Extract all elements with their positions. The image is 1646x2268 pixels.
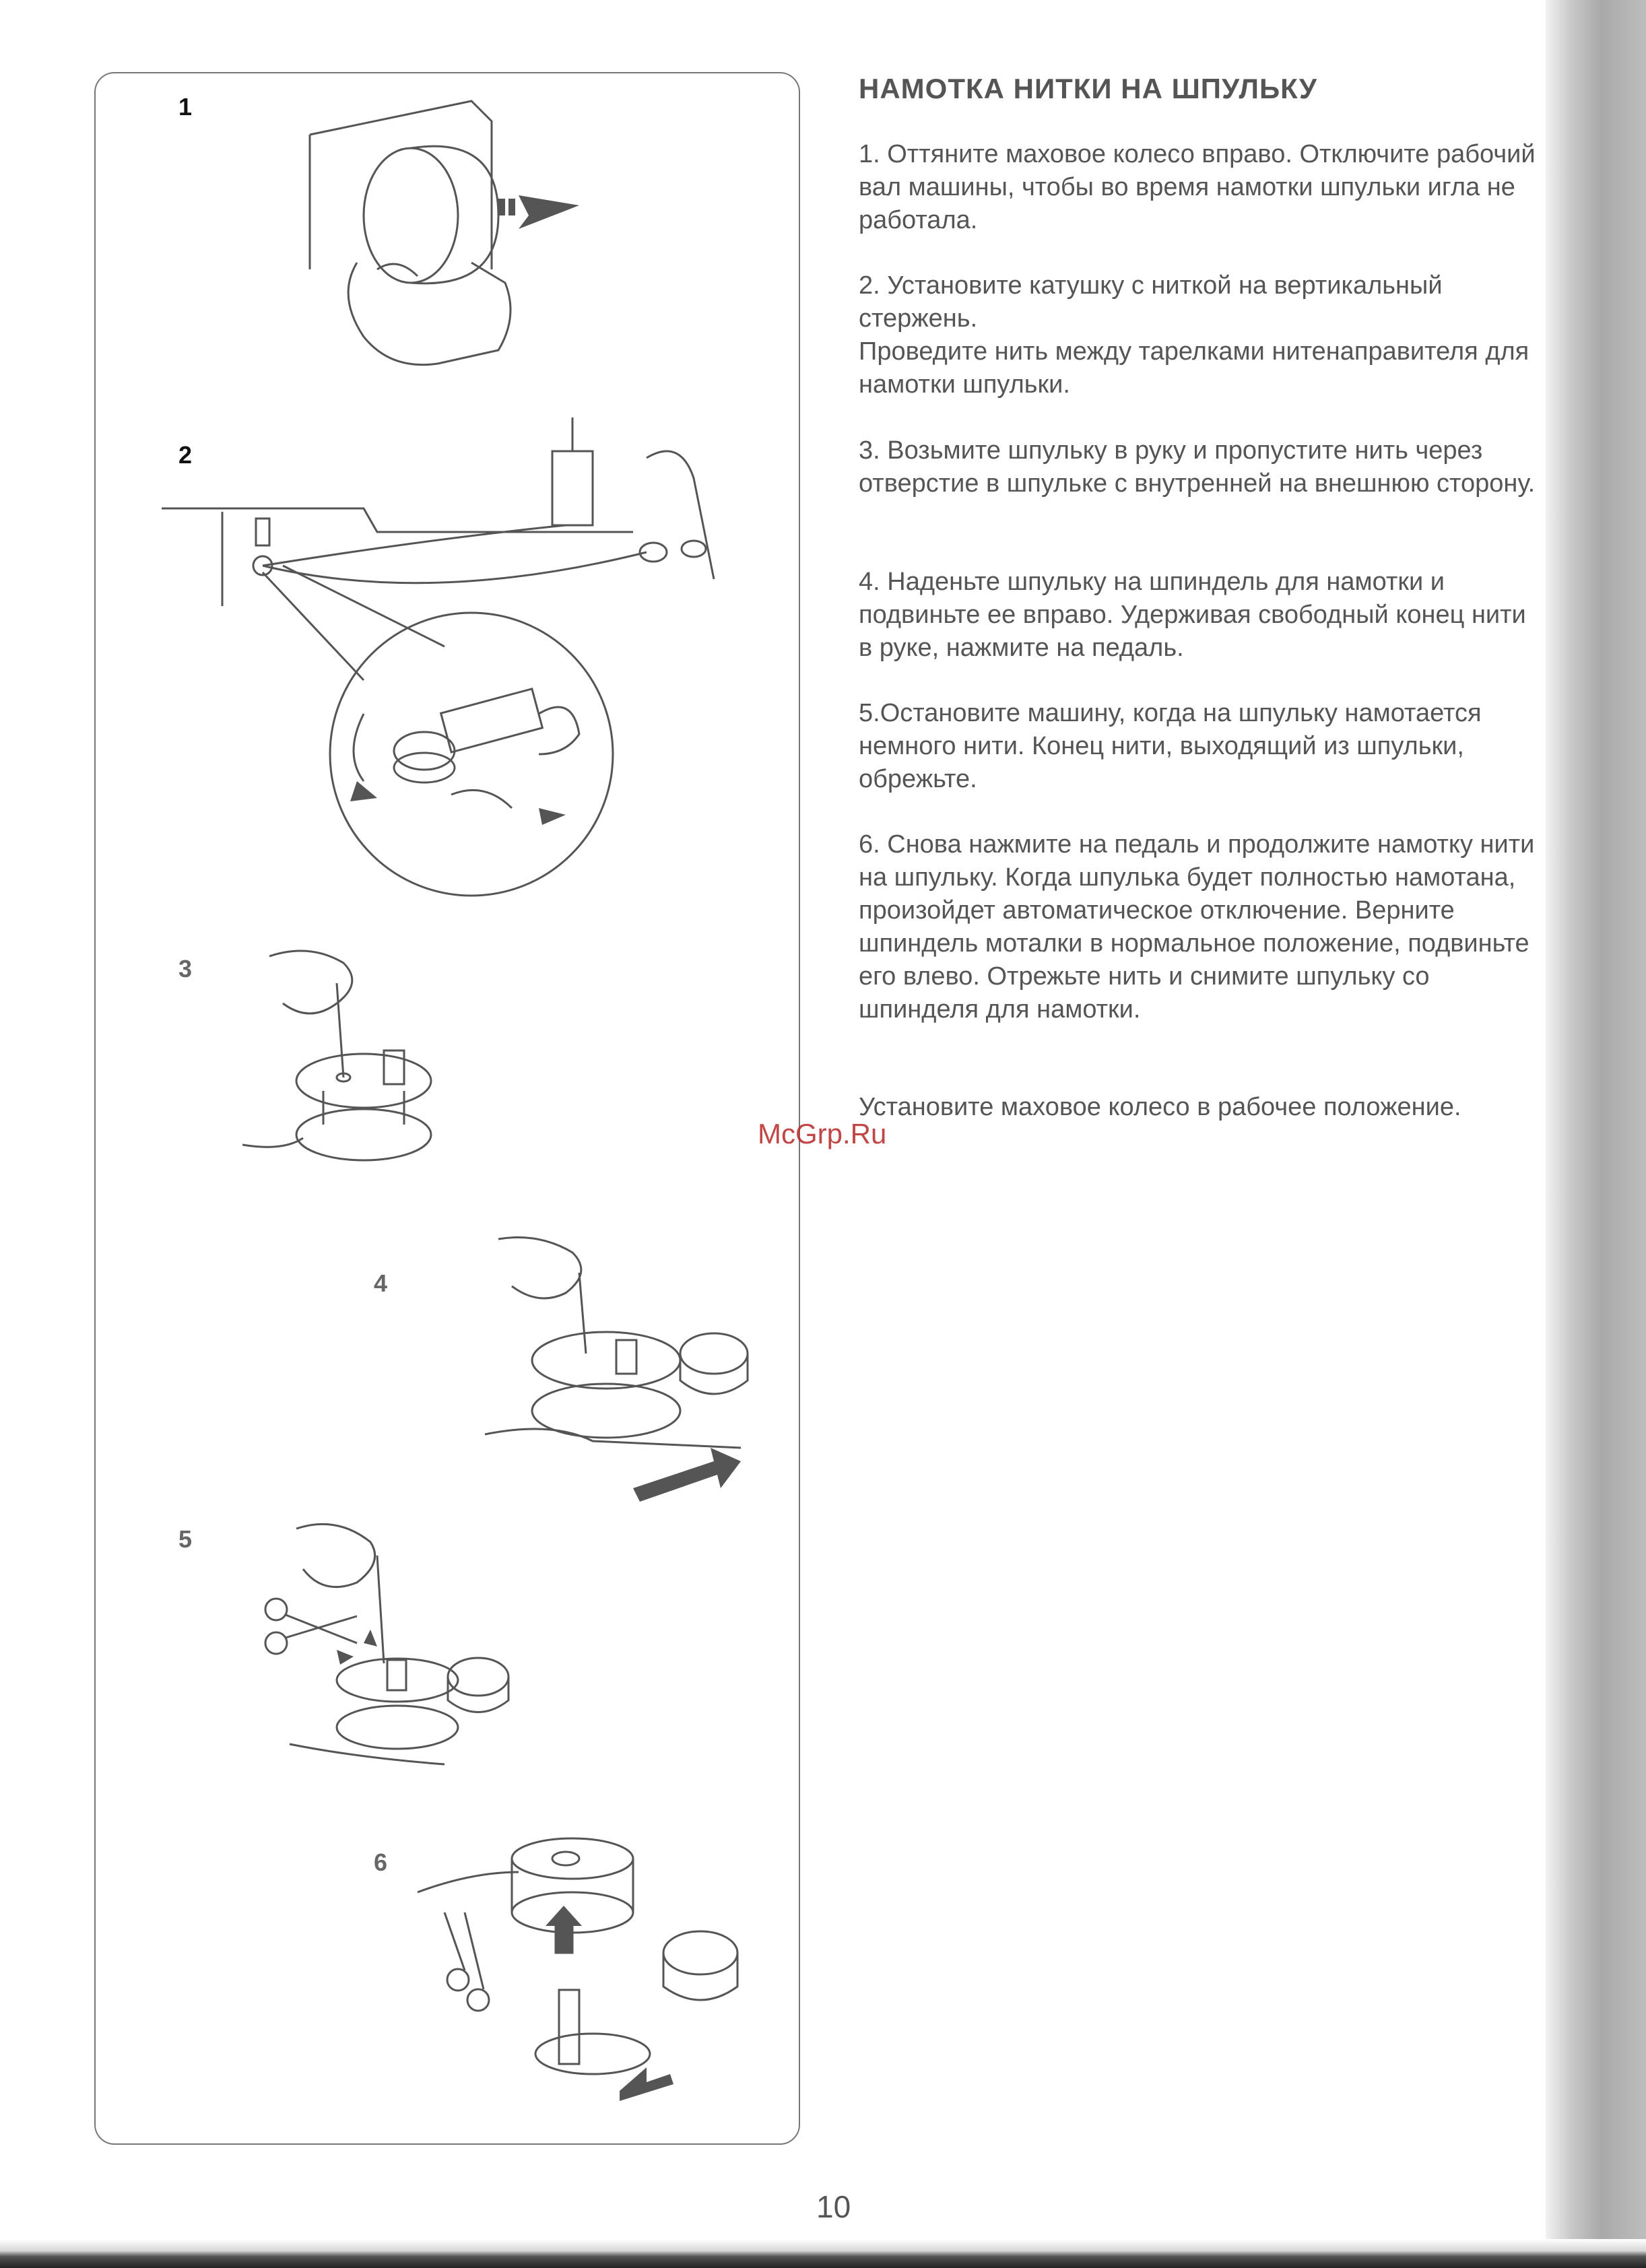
page-bottom-edge [0, 2239, 1646, 2268]
figure-label-6: 6 [374, 1848, 388, 1876]
page-binding-shadow [1546, 0, 1646, 2268]
step-2-paragraph: 2. Установите катушку с ниткой на вертикальный стержень. [859, 271, 1443, 333]
figure-label-4: 4 [374, 1269, 388, 1297]
step-6-paragraph: 6. Снова нажмите на педаль и продолжите намотку нити на шпульку. Когда шпулька будет полностью намотана, произойдет автоматическое отключение. Верните шпиндель моталки в нормальное положение, подвиньте его влево. Отрежьте нить и снимите шпульку со шпинделя для намотки. [859, 830, 1535, 1024]
step-2-text [859, 269, 1539, 401]
step-1-text [859, 138, 1539, 237]
watermark: McGrp.Ru [758, 1118, 887, 1149]
step-4-text [859, 566, 1539, 665]
step-2-paragraph-2: Проведите нить между тарелками нитенаправителя для намотки шпульки. [859, 337, 1529, 399]
step-6-text [859, 828, 1539, 1026]
step-5-paragraph: 5.Остановите машину, когда на шпульку намотается немного нити. Конец нити, выходящий из шпульки, обрежьте. [859, 699, 1482, 793]
scissors-cut-icon [256, 1515, 539, 1798]
thread-guide-icon [162, 404, 754, 916]
step-1-paragraph: 1. Оттяните маховое колесо вправо. Отключите рабочий вал машины, чтобы во время намотки шпульки игла не работала. [859, 140, 1536, 234]
bobbin-threading-icon [242, 943, 498, 1172]
figure-label-3: 3 [178, 955, 193, 982]
step-5-text [859, 697, 1539, 796]
step-3-text [859, 434, 1539, 500]
closing-paragraph: Установите маховое колесо в рабочее положение. [859, 1093, 1461, 1121]
figure-label-1: 1 [178, 93, 193, 121]
step-4-paragraph: 4. Наденьте шпульку на шпиндель для намотки и подвиньте ее вправо. Удерживая свободный конец нити в руке, нажмите на педаль. [859, 568, 1526, 662]
bobbin-remove-icon [404, 1818, 754, 2114]
figure-label-5: 5 [178, 1525, 193, 1553]
page-title: НАМОТКА НИТКИ НА ШПУЛЬКУ [859, 73, 1317, 104]
closing-text [859, 1091, 1539, 1124]
step-3-paragraph: 3. Возьмите шпульку в руку и пропустите нить через отверстие в шпульке с внутренней на внешнюю сторону. [859, 436, 1536, 498]
page-number: 10 [816, 2189, 851, 2224]
bobbin-spindle-icon [471, 1232, 754, 1515]
figure-label-2: 2 [178, 441, 193, 469]
handwheel-pull-icon [296, 94, 633, 377]
